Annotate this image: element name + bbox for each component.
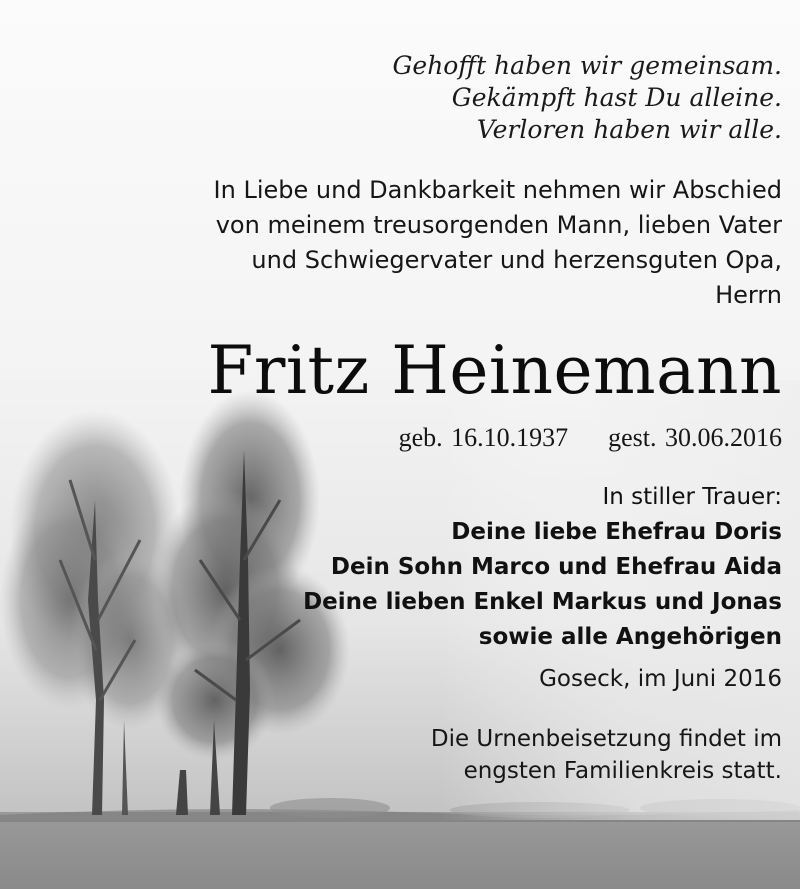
- intro-line: In Liebe und Dankbarkeit nehmen wir Abschied: [213, 176, 782, 204]
- funeral-note: [431, 723, 782, 787]
- mourners-block: [303, 480, 782, 655]
- life-dates: [399, 422, 782, 454]
- death-date: gest. 30.06.2016: [608, 423, 782, 452]
- place-and-date: Goseck, im Juni 2016: [539, 666, 782, 692]
- intro-line: von meinem treusorgenden Mann, lieben Vater: [215, 211, 782, 239]
- mourning-heading: In stiller Trauer:: [602, 484, 782, 510]
- mourner-line: sowie alle Angehörigen: [478, 624, 782, 650]
- farewell-intro: [214, 173, 782, 313]
- field-ground: [0, 812, 800, 889]
- deceased-name: Fritz Heinemann: [207, 332, 782, 409]
- mourner-line: Dein Sohn Marco und Ehefrau Aida: [330, 554, 782, 580]
- mourner-line: Deine lieben Enkel Markus und Jonas: [303, 589, 782, 615]
- funeral-note-line: engsten Familienkreis statt.: [463, 758, 782, 784]
- birth-date: geb. 16.10.1937: [398, 423, 569, 452]
- motto: [392, 50, 782, 146]
- intro-line: und Schwiegervater und herzensguten Opa,: [251, 246, 782, 274]
- motto-line: Gehofft haben wir gemeinsam.: [392, 51, 782, 80]
- funeral-note-line: Die Urnenbeisetzung findet im: [430, 726, 782, 752]
- motto-line: Verloren haben wir alle.: [476, 115, 782, 144]
- motto-line: Gekämpft hast Du alleine.: [451, 83, 782, 112]
- intro-line: Herrn: [715, 281, 782, 309]
- mourner-line: Deine liebe Ehefrau Doris: [451, 519, 782, 545]
